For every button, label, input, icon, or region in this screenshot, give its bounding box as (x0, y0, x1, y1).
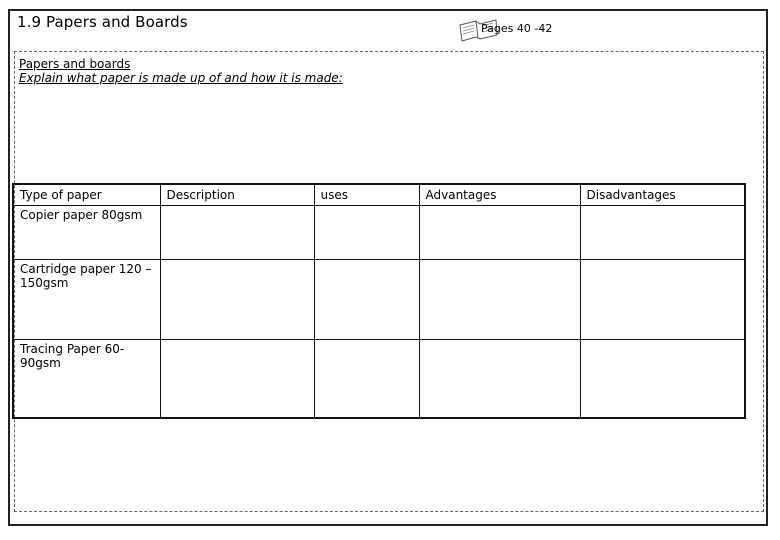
question-prompt: Explain what paper is made up of and how it is made: (19, 71, 343, 85)
description-cell[interactable] (160, 205, 314, 259)
advantages-cell[interactable] (419, 339, 580, 418)
disadvantages-cell[interactable] (580, 339, 745, 418)
table-header-row (13, 184, 745, 205)
disadvantages-cell[interactable] (580, 205, 745, 259)
uses-cell[interactable] (314, 205, 419, 259)
page-title: 1.9 Papers and Boards (17, 13, 188, 31)
paper-type-cell: Tracing Paper 60-90gsm (13, 339, 160, 418)
advantages-cell[interactable] (419, 205, 580, 259)
uses-cell[interactable] (314, 339, 419, 418)
advantages-cell[interactable] (419, 259, 580, 339)
column-header-type: Type of paper (13, 184, 160, 205)
paper-type-cell: Cartridge paper 120 – 150gsm (13, 259, 160, 339)
column-header-description: Description (160, 184, 314, 205)
pages-reference: Pages 40 -42 (481, 22, 553, 35)
column-header-disadvantages: Disadvantages (580, 184, 745, 205)
disadvantages-cell[interactable] (580, 259, 745, 339)
table-row (13, 259, 745, 339)
column-header-advantages: Advantages (419, 184, 580, 205)
description-cell[interactable] (160, 259, 314, 339)
table-row (13, 339, 745, 418)
description-cell[interactable] (160, 339, 314, 418)
uses-cell[interactable] (314, 259, 419, 339)
column-header-uses: uses (314, 184, 419, 205)
paper-types-table (12, 183, 746, 419)
paper-type-cell: Copier paper 80gsm (13, 205, 160, 259)
table-row (13, 205, 745, 259)
section-heading: Papers and boards (19, 57, 131, 71)
